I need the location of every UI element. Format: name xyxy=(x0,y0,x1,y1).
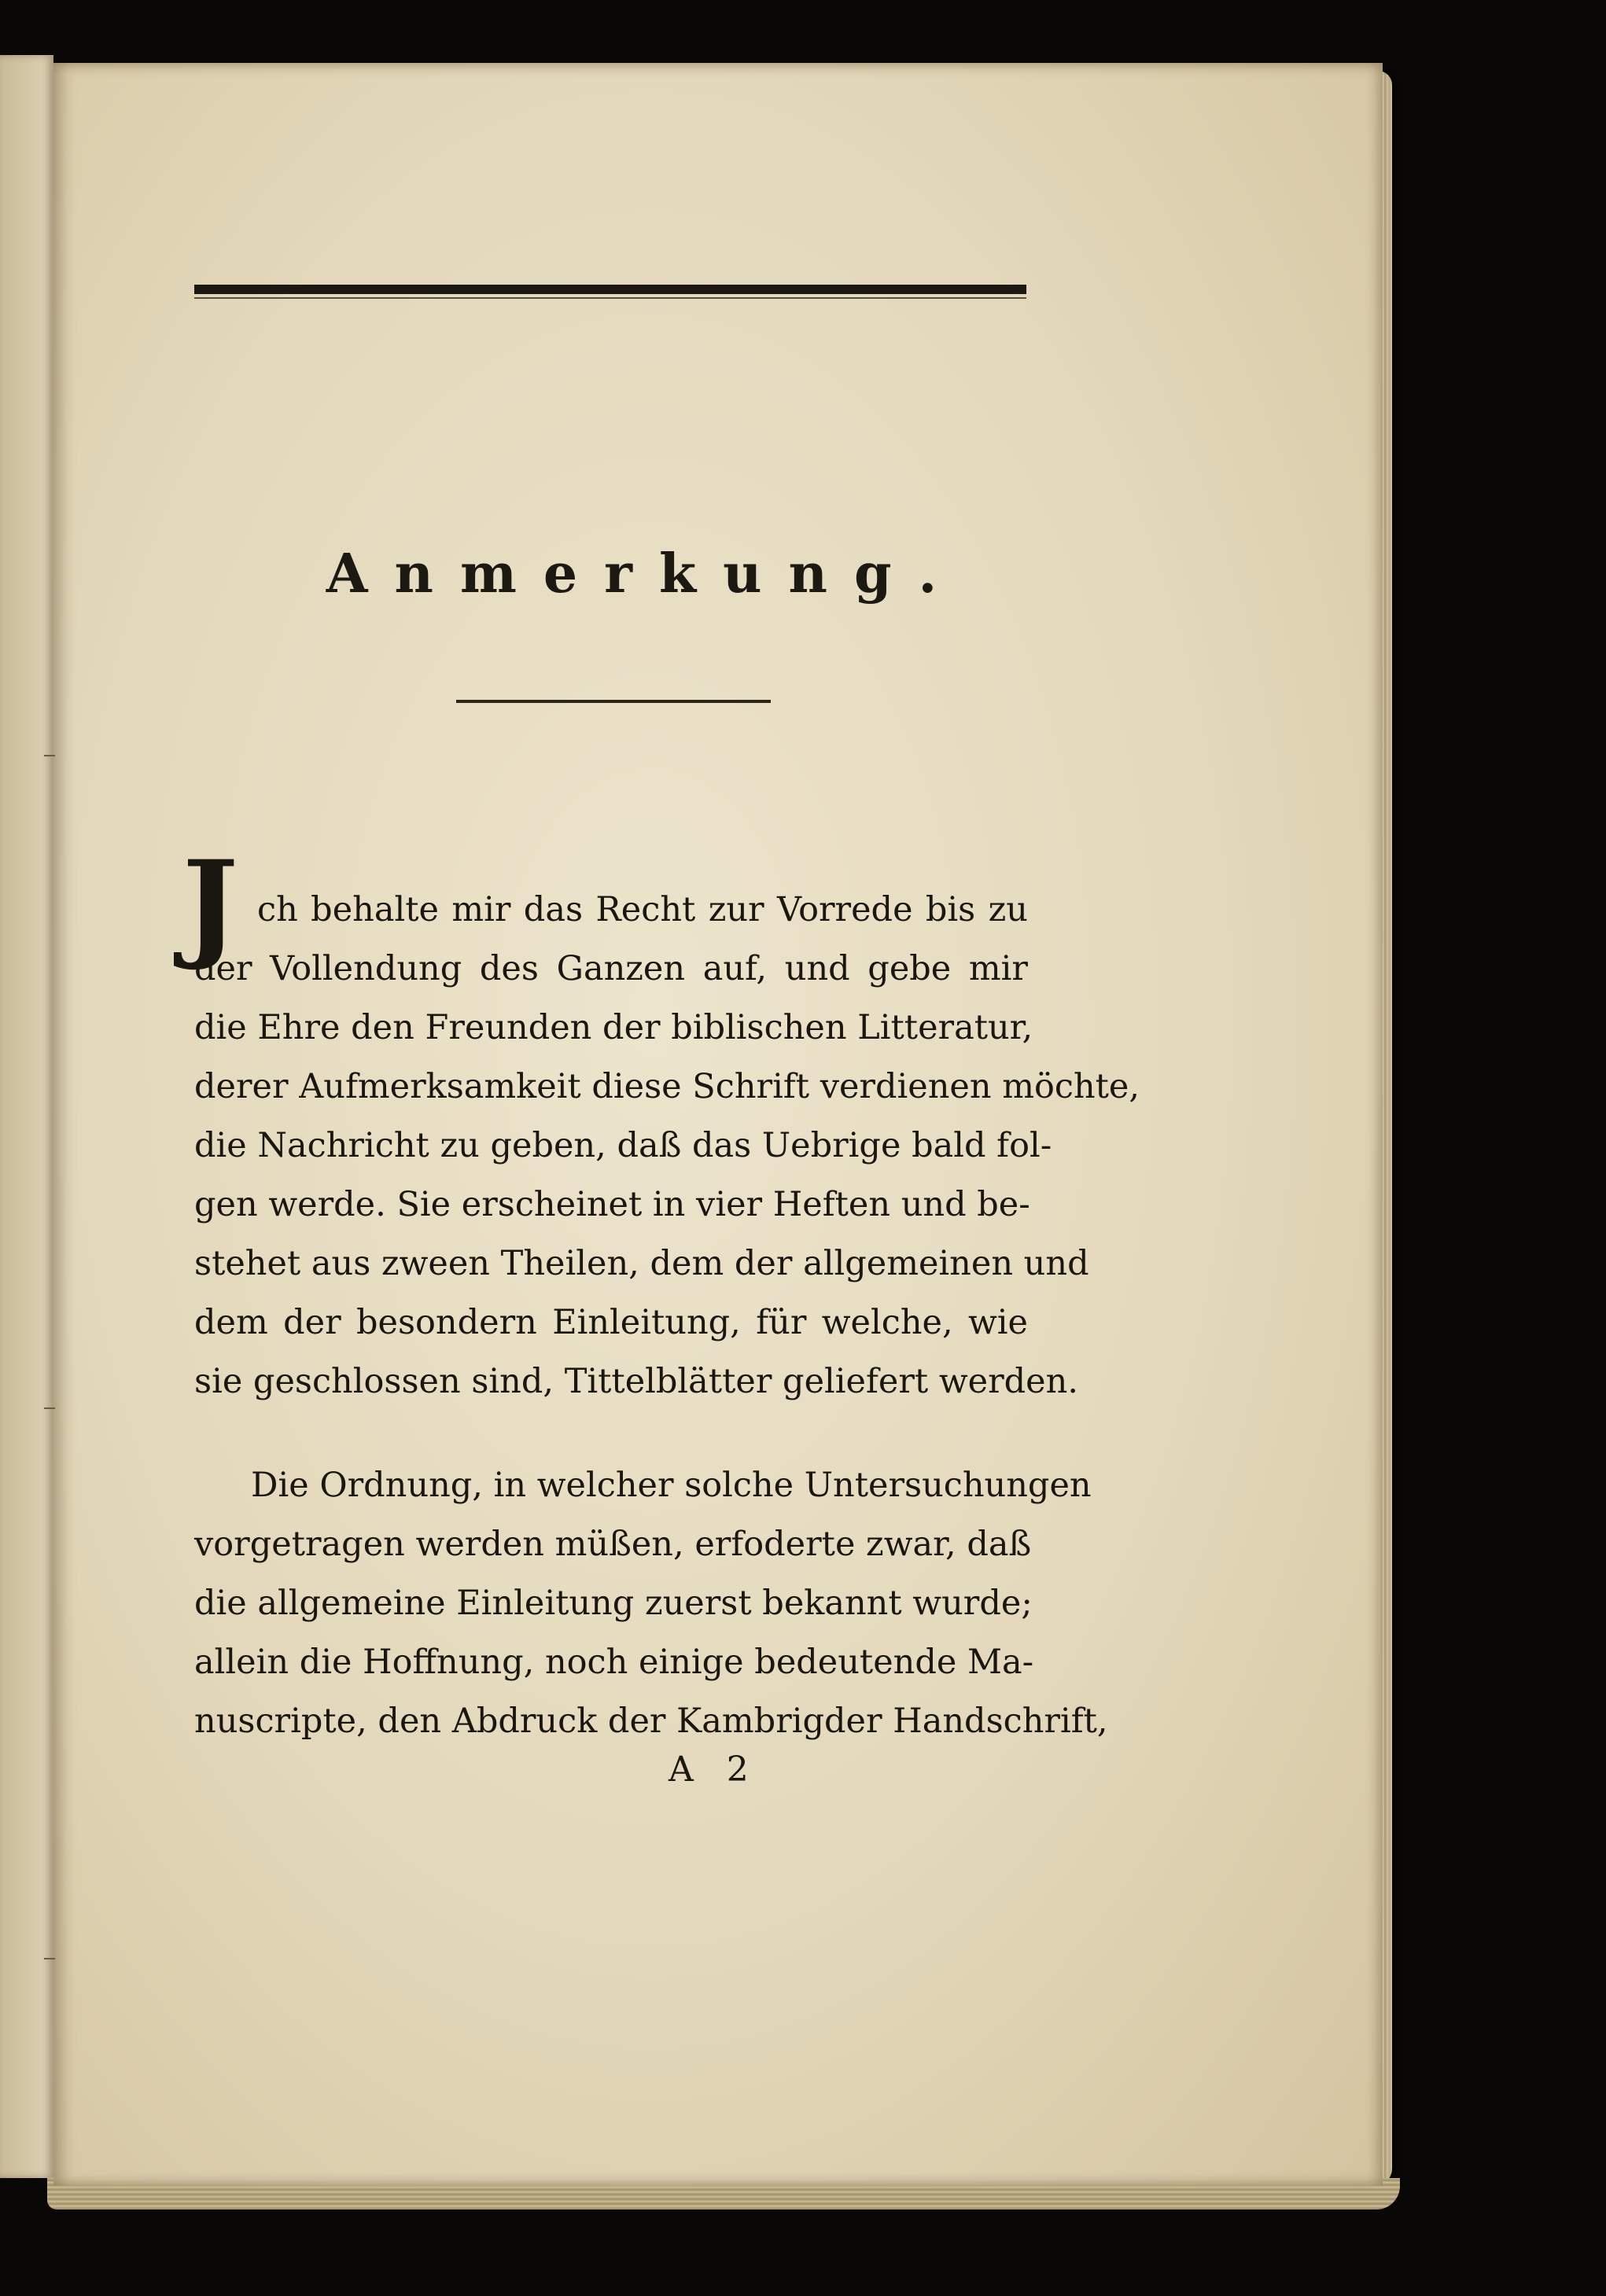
text-line: vorgetragen werden müßen, erfoderte zwar, daß xyxy=(194,1525,1032,1564)
text-line: derer Aufmerksamkeit diese Schrift verdienen möchte, xyxy=(194,1067,1140,1106)
text-line: die allgemeine Einleitung zuerst bekannt wurde; xyxy=(194,1584,1033,1623)
binding-stitch xyxy=(44,1407,55,1409)
text-line: dem der besondern Einleitung, für welche, wie xyxy=(194,1303,1028,1342)
text-line: die Nachricht zu geben, daß das Uebrige bald fol- xyxy=(194,1126,1052,1165)
text-line: allein die Hoffnung, noch einige bedeutende Ma- xyxy=(194,1643,1034,1682)
text-line: gen werde. Sie erscheinet in vier Heften und be- xyxy=(194,1185,1030,1224)
heading-underline-rule xyxy=(456,700,771,703)
ornamental-rule-top xyxy=(194,285,1026,294)
text-line: stehet aus zween Theilen, dem der allgemeinen und xyxy=(194,1244,1089,1283)
signature-mark: A 2 xyxy=(669,1750,760,1790)
binding-stitch xyxy=(44,1958,55,1959)
page-heading: Anmerkung. xyxy=(326,543,964,605)
text-line: Die Ordnung, in welcher solche Untersuchungen xyxy=(251,1466,1092,1505)
text-line: die Ehre den Freunden der biblischen Litteratur, xyxy=(194,1008,1033,1047)
text-line: der Vollendung des Ganzen auf, und gebe mir xyxy=(194,949,1028,988)
paragraph-2 xyxy=(194,1456,1108,1751)
facing-page-edge xyxy=(0,55,53,2178)
text-line: ch behalte mir das Recht zur Vorrede bis zu xyxy=(257,890,1028,929)
drop-capital: J xyxy=(182,835,238,973)
binding-stitch xyxy=(44,755,55,756)
text-line: sie geschlossen sind, Tittelblätter geliefert werden. xyxy=(194,1362,1078,1401)
text-line: nuscripte, den Abdruck der Kambrigder Handschrift, xyxy=(194,1702,1108,1741)
ornamental-rule-top-thin xyxy=(194,297,1026,299)
paragraph-1 xyxy=(194,881,1140,1411)
